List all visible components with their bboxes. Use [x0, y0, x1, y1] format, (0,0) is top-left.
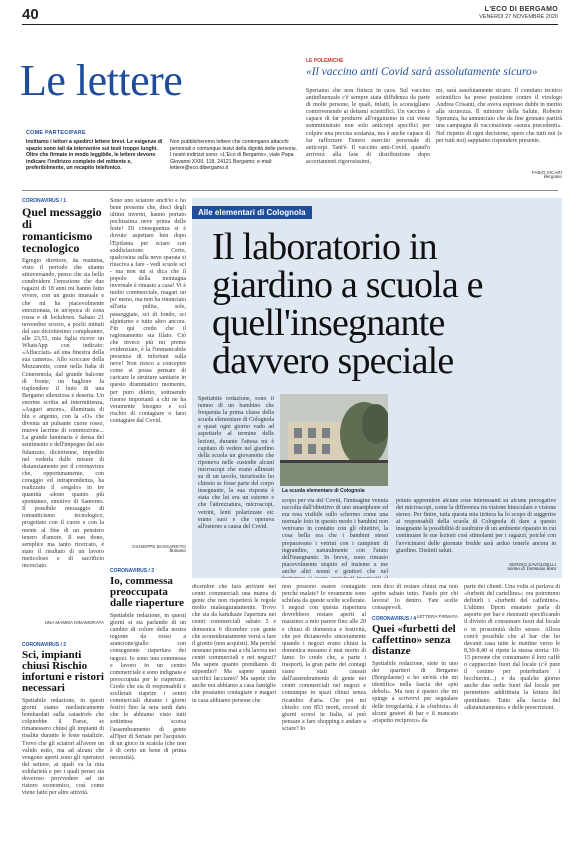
letter-3-headline: Io, commessa preoccupata dalle riaperture	[110, 575, 185, 609]
school-photo	[280, 394, 388, 486]
letter-bottom-a: dicembre che farà arrivare nei centri commerciali una marea di gente che non rispetterà le regole molto malauguratamente. Trovo che sia da kamikaze l'apertura nei centri commerciali sabato 5 e domenica 6 dicembre con gente che sconsideratamente verrà a fare il giretto (non acquisti). Ma perché nessuno pensa mai a chi lavora nei centri commerciali e nei negozi? Ma sapete quanto prendiamo di stipendio? Ma sapete quanti sacrifici facciamo? Ma sapete che anche noi abbiamo a casa famiglie che possiamo contagiare e magari in casa abbiamo persone che	[192, 584, 276, 704]
polemiche-body-2: mi, sarà assolutamente sicuro. Il comitato tecnico scientifico ha preso posizione contro il virologo Andrea Crisanti, che aveva espresso dubbi in merito alla sicurezza. Il ministro della Salute, Roberto Speranza, ha annunciato che da fine gennaio partirà una campagna di vaccinazione «senza precedenti». Nel rispetto di ogni decisione, spero che tutti noi (e per tutti noi) sappiamo rispondere presente.	[436, 88, 562, 144]
how-to-tag: COME PARTECIPARE	[26, 130, 86, 136]
letter-middle-city: Romano	[169, 549, 186, 554]
letter-1-signature: UNA MAMMA INNAMORATA	[44, 620, 104, 625]
letter-4-headline: Quei «furbetti del caffettino» senza distanze	[372, 623, 456, 657]
polemiche-headline: «Il vaccino anti Covid sarà assolutamente sicuro»	[306, 66, 538, 78]
polemiche-signature-block	[436, 170, 562, 180]
polemiche-tag: LE POLEMICHE	[306, 58, 344, 64]
letter-bottom-c	[372, 584, 458, 619]
letter-2-tag: CORONAVIRUS / 2	[22, 642, 67, 648]
polemiche-city: Bergamo	[543, 175, 562, 180]
feature-col-2: scopo per via del Covid, l'immagine venuta raccolta dall'obiettivo di uno smartphone ed era resa visibile sullo schermo come una normale foto in questo modo i bambini non venivano in contatto con gli obiettivi, la cosa bella era che i bambini stessi preparavano i vetrini con i campioni di ingrandire, naturalmente con l'aiuto dell'insegnante. In breve, sono rimasto piacevolmente stupito ed insieme a me anche altri nonni e genitori che nel	[282, 498, 388, 575]
feature-col-3: potuto apprendere alcune cose interessanti su alcune prerogative dei microscopi, come la differenza tra visione binoculare e visione stereo. Per finire, tutta questa mia tiritera ha lo scopo di suggerire ai responsabili della scuola di Colognola di dare a questo insegnante la possibilità di usufruire di un ambiente riparato in cui continuare le sue lezioni così stimolanti per i ragazzi, poiché con l'avvicinarsi delle giornate fredde sarà arduo tenerle ancora in giardino. Distinti saluti.	[396, 498, 556, 554]
feature-col-1: Spettabile redazione, sono il nonno di un bambino che frequenta la prima classe della scuola elementare di Colognola e quasi ogni giorno vado ad aspettarlo al termine delle lezioni, durante l'attesa mi è capitato di vedere nel giardino della scuola un giovanotto che riponeva nelle custodie alcuni microscopi che erano allineati su di un tavolo, incuriosito ho chiesto se fosse parte del corpo insegnante, la sua risposta è stata che lui era un esterno e che l'attrezzatura, microscopi, vetrini, lenti polarizzate etc erano suoi e che operava all'esterno a causa del Covid.	[198, 396, 274, 530]
letter-4	[372, 616, 458, 846]
letter-3-body: Spettabile redazione, in questi giorni si sta parlando di un cambio di colore della nostra regione da rosso a arancione/giallo con conseguente riapertura dei negozi. Io sono una commessa e lavoro in un centro commerciale e sono indignata e preoccupata per le riaperture. Credo che sia di responsabili e scellerati riaprire i centri commerciali durante i giorni festivi fino la sera tardi dato che lo abbiamo visto tutti sottintesa scorsa l'assembramento di gente all'Iper di Seriate per l'acquisto di un gioco in scatola (che non è di certo un bene di prima necessità).	[110, 613, 186, 761]
feature-kicker: Alle elementari di Colognola	[192, 206, 312, 219]
section-title: Le lettere	[20, 56, 183, 105]
letter-bottom-b: non possono essere contagiate perché malate? Io veramente sono schifata da queste scelte scellerate. I negozi con questa riapertura dovrebbero restare aperti al massimo a mio parere fino alle 20 e chiusi di domenica e festività, che poi dicianovelo sinceramente quando i negozi erano chiusi la domenica nessuno è mai morto di fame. Io credo che, a parte i trasporti, la gran parte dei contagi siano stati causati dall'assembramento di gente nei centri commerciali nei negozi e comunque in spazi chiusi senza ricambio d'aria. Che poi mi chiedo: con 853 morti, record di giorni scorsi in Italia, si può pensare a fare shopping e andare a sciare? Io	[282, 584, 366, 732]
how-to-text-2: Non pubblicheremo lettere che contengano attacchi personali o comunque lesivi della dignità delle persone. I nostri indirizzi sono: «L'Eco di Bergamo», viale Papa Giovanni XXIII, 118, 24121 Bergamo; e-mail: lettere@eco.dibergamo.it	[170, 139, 298, 172]
letter-3-tag: CORONAVIRUS / 3	[110, 568, 155, 574]
letter-1	[22, 198, 104, 638]
letter-4-body: Spettabile redazione, siete in uno dei quartieri di Bergamo (Borgolaone) e ho un'età che mi identifica nella fascia dei «più deboli». Ma non è questo che mi spinge a scrivervi per segnalare delle irregolarità, è la «furbizia» di alcuni gestori di bar e il mancato «rispetto reciproco» da	[372, 661, 458, 724]
photo-caption: La scuola elementare di Colognola	[282, 488, 365, 494]
letter-1-headline: Quel messaggio di romanticismo tecnologico	[22, 205, 102, 255]
page-number: 40	[22, 6, 39, 23]
letter-1-tag: CORONAVIRUS / 1	[22, 198, 67, 204]
letter-1-body: Egregio direttore, da mamma, visto il periodo che stiamo attraversando, penso che sia bello condividere l'emozione che due ragazzi di 18 anni mi hanno fatto vivere, con un gesto inusuale e che mi ha piacevolmente emozionata, in un'epoca di zona rossa e di lockdown. Sabato 21 novembre scorso, a pochi minuti dal suo diciottesimo compleanno, alle 23,55, mia figlia riceve un WhatsApp con indicato: «Affacciati» ad una finestra della sua camera». Allo scoccare della Mezzanotte, come nella fiaba di Cenerentola, dal grande balcone di fronte, un bagliore fa risplendere il buio di una Bergamo silenziosa e deserta. Un enorme scritta ad intermittenza, «Auguri amore», illuminata di blu e argento, con la «O» che diventa un pulsante cuore rosso, muove lacrime di commozione... La grande luminaria è densa del sentimento e dell'impegno del suo fidanzato, diciottenne, impedito nel vederla dalle misure di distanziamento per il coronavirus che, opportunamente, con coraggio ed intraprendenza, ha realizzato il «regalo» in tre quantità «dono quanto più spontaneo, emotivo di Sanremo. Il possibile messaggio di romanticismo tecnologico, progettato con il cuore e con la mente al fine di un pensiero tenero d'amore. Il suo dono, semplice ma tanto ricercato, è stato il risultato di un lavoro meticoloso e di sacrificio incrociato.	[22, 258, 104, 570]
letter-middle	[110, 198, 186, 562]
feature-headline: Il laboratorio in giardino a scuola e quell'insegnante davvero speciale	[212, 226, 483, 382]
masthead	[479, 6, 558, 21]
polemiche-signature: FABIO SICARI	[531, 170, 562, 175]
how-to-text: Invitiamo i lettori a spedirci lettere brevi. Le esigenze di spazio sono tali da intervenire sui testi troppo lunghi. Oltre che firmate in modo leggibile, le lettere devono indicare l'indirizzo completo del mittente e, preferibilmente, un recapito telefonico.	[26, 139, 163, 172]
feature-signature-note: nonno di Tommaso Rota	[507, 567, 556, 572]
letter-bottom-c-body: non dico di restare chiusi ma non aprire sabato tutto. Fatelo per chi lavora! Io dentro. Fate scelte consapevoli.	[372, 584, 458, 612]
letter-middle-signature: GIUSEPPE BASSAREITO	[131, 544, 186, 549]
letter-3	[110, 568, 186, 844]
school-photo-art	[280, 394, 388, 486]
letter-2-headline: Sci, impianti chiusi Rischio infortuni e ristori necessari	[22, 649, 104, 694]
feature-signature: SERGIO SAVOLDELLI	[509, 562, 556, 567]
header-rule	[22, 24, 558, 25]
section-rule	[22, 190, 558, 191]
polemiche-body-1: Speriamo che non finisca in caos. Sul vaccino antinfluenzale c'è sempre stata diffidenza da parte di molte persone, le quali, infatti, lo sconsigliano controvenendo ai dettami scientifici. Un vaccino è capace di far produrre all'organismo in cui viene somministrato non solo anticorpi specifici per colpire una precisa sostanza, ma è anche capace di far rafforzare l'intero esercito personale di anticorpi. Tant'è. Il vaccino anti-Covid, quand'o arriverà alla fase di distribuzione dopo accertamenti rigorosissimi,	[306, 88, 430, 165]
letter-4-body-2: parte dei clienti. Una volta si parlava di «furbetti del cartellino»; ora potremmo definirli i «furbetti del caffettino». L'ultimo Dpcm emanato parla di asporto per bar e ristoranti specificando il divieto di consumare fuori dal locale o in prossimità dello stesso. Allora com'è possibile che al bar che ho davanti casa tutte le mattine verso le 8,30-8,40 si ripete la stessa storia: 10-15 persone che consumano il loro caffè o cappuccino fuori dal locale (c'è pure il cestino per poterbuttare i bicchierini...) e da qualche giorno anche due sedie fuori dal locale per permettere addirittura la lettura del quotidiano. Tutto alla faccia del «distanziamento» e delle prescrizioni.	[464, 584, 560, 711]
letter-2	[22, 642, 104, 842]
masthead-date: VENERDÌ 27 NOVEMBRE 2020	[479, 14, 558, 20]
letter-4-tag: CORONAVIRUS / 4	[372, 616, 417, 622]
feature-signature-block	[396, 562, 556, 572]
letter-2-body: Spettabile redazione, in questi giorni siamo mediaticamente bombardati sulla catastrofe che colpirebbe il Paese, se rimanessero chiusi gli impianti di risalita durante le feste natalizie. Trovo che gli sciatori all'avere un valido esito, ma ad alcuni che vengono aperti sono gli operatori del settore, ai quali va la mia solidarietà e per i quali penso sia doveroso provvedere ad un ristoro economico, così come viene fatto per altre attività.	[22, 698, 104, 797]
masthead-paper: L'ECO DI BERGAMO	[484, 6, 558, 13]
letter-middle-body: Sono uno sciatore anch'io e ho bene presente che, dieci degli ultimi inverni, hanno portato pochissima neve prima delle feste! Di conseguenza si è dovuto aspettare ben dopo l'Epifania per sciare con soddisfazione. Certo, qualcosina sulla neve sparata si riusciva a fare - vedi scuole sci - ma non mi si dica che il popolo della montagna invernale è rimasto a casa! Vi è molto commerciale, magari un po' meno, ma non ha rinunciato all'aria pulita, sole, passeggiate, sci di fondo, sci alpinismo e tutto altro ancora. Fin qui credo che il ragionamento sia filato. Ciò che invece più mi preme evidenziare, è la l'immancabile presenza di infortuni sulla neve! Non riesco a concepire come si possa pensare di caricare le strutture sanitarie in questo drammatico momento, per puro diletto, sottraendo risorse importanti a chi ne ha veramente bisogno e col rischio di contagiare o farsi contagiare dal Covid.	[110, 198, 186, 424]
letter-bottom-c-signature: LETTERA FIRMATA	[416, 614, 458, 620]
polemiche-block	[306, 58, 562, 78]
how-to-block	[26, 130, 164, 172]
